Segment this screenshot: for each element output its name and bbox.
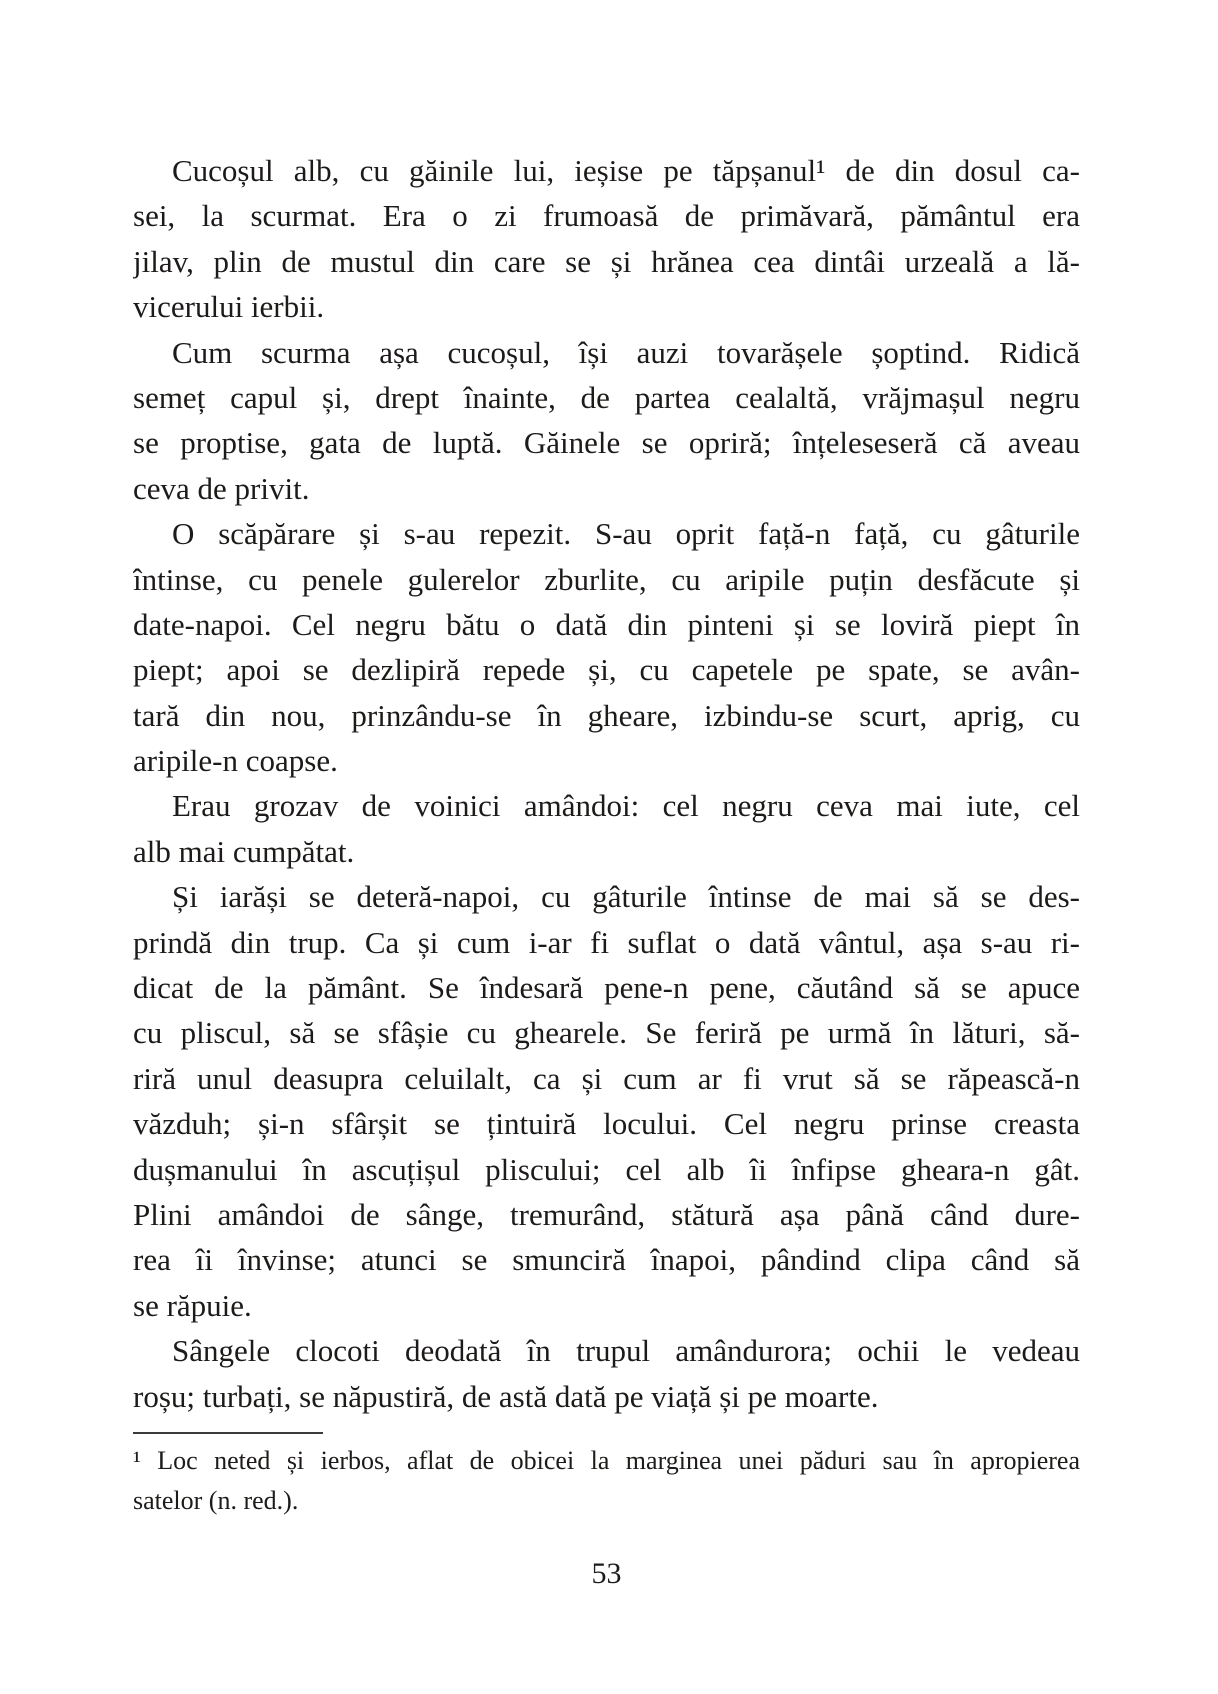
text-line: dușmanului în ascuțișul pliscului; cel alb îi înfipse gheara-n gât. xyxy=(133,1151,1080,1187)
text-line: semeț capul și, drept înainte, de partea cealaltă, vrăjmașul negru xyxy=(133,379,1080,415)
text-line: date-napoi. Cel negru bătu o dată din pinteni și se loviră piept în xyxy=(133,606,1080,642)
paragraph xyxy=(133,874,1080,1328)
text-line: se răpuie. xyxy=(133,1287,252,1323)
text-line: întinse, cu penele gulerelor zburlite, cu aripile puțin desfăcute și xyxy=(133,561,1080,597)
text-line: se proptise, gata de luptă. Găinele se opriră; înțeleseseră că aveau xyxy=(133,425,1080,461)
paragraph xyxy=(133,1328,1080,1419)
text-line: ceva de privit. xyxy=(133,470,310,506)
paragraph xyxy=(133,330,1080,512)
text-line: Și iarăși se deteră-napoi, cu gâturile întinse de mai să se des- xyxy=(172,879,1080,915)
page-number: 53 xyxy=(591,1556,622,1590)
text-line: Cum scurma așa cucoșul, își auzi tovarășele șoptind. Ridică xyxy=(172,334,1080,370)
text-line: vicerului ierbii. xyxy=(133,289,325,325)
paragraph xyxy=(133,511,1080,783)
text-line: Plini amândoi de sânge, tremurând, stătură așa până când dure- xyxy=(133,1196,1080,1232)
footnote-line: ¹ Loc neted și ierbos, aflat de obicei la marginea unei păduri sau în apropierea xyxy=(133,1445,1080,1475)
text-line: Erau grozav de voinici amândoi: cel negru ceva mai iute, cel xyxy=(172,788,1080,824)
text-line: sei, la scurmat. Era o zi frumoasă de primăvară, pământul era xyxy=(133,198,1080,234)
paragraph xyxy=(133,783,1080,874)
text-line: riră unul deasupra celuilalt, ca și cum ar fi vrut să se răpească-n xyxy=(133,1060,1080,1096)
text-line: dicat de la pământ. Se îndesară pene-n pene, căutând să se apuce xyxy=(133,970,1080,1006)
text-line: prindă din trup. Ca și cum i-ar fi suflat o dată vântul, așa s-au ri- xyxy=(133,924,1080,960)
text-line: tară din nou, prinzându-se în gheare, izbindu-se scurt, aprig, cu xyxy=(133,697,1080,733)
footnote-line: satelor (n. red.). xyxy=(133,1485,299,1515)
text-line: piept; apoi se dezlipiră repede și, cu capetele pe spate, se avân- xyxy=(133,652,1080,688)
text-line: jilav, plin de mustul din care se și hrănea cea dintâi urzeală a lă- xyxy=(133,243,1080,279)
text-line: roșu; turbați, se năpustiră, de astă dată pe viață și pe moarte. xyxy=(133,1378,879,1414)
text-line: rea îi învinse; atunci se smunciră înapoi, pândind clipa când să xyxy=(133,1242,1080,1278)
text-line: O scăpărare și s-au repezit. S-au oprit față-n față, cu gâturile xyxy=(172,516,1080,552)
text-block xyxy=(133,148,1080,1591)
text-line: văzduh; și-n sfârșit se țintuiră locului. Cel negru prinse creasta xyxy=(133,1106,1080,1142)
text-line: Cucoșul alb, cu găinile lui, ieșise pe tăpșanul¹ de din dosul ca- xyxy=(172,153,1080,188)
text-line: alb mai cumpătat. xyxy=(133,833,355,869)
paragraph xyxy=(133,148,1080,330)
text-line: cu pliscul, să se sfâșie cu ghearele. Se feriră pe urmă în lături, să- xyxy=(133,1015,1080,1051)
footnote xyxy=(133,1441,1080,1521)
footnote-rule xyxy=(133,1432,323,1434)
text-line: aripile-n coapse. xyxy=(133,743,338,779)
text-line: Sângele clocoti deodată în trupul amândurora; ochii le vedeau xyxy=(172,1333,1080,1369)
